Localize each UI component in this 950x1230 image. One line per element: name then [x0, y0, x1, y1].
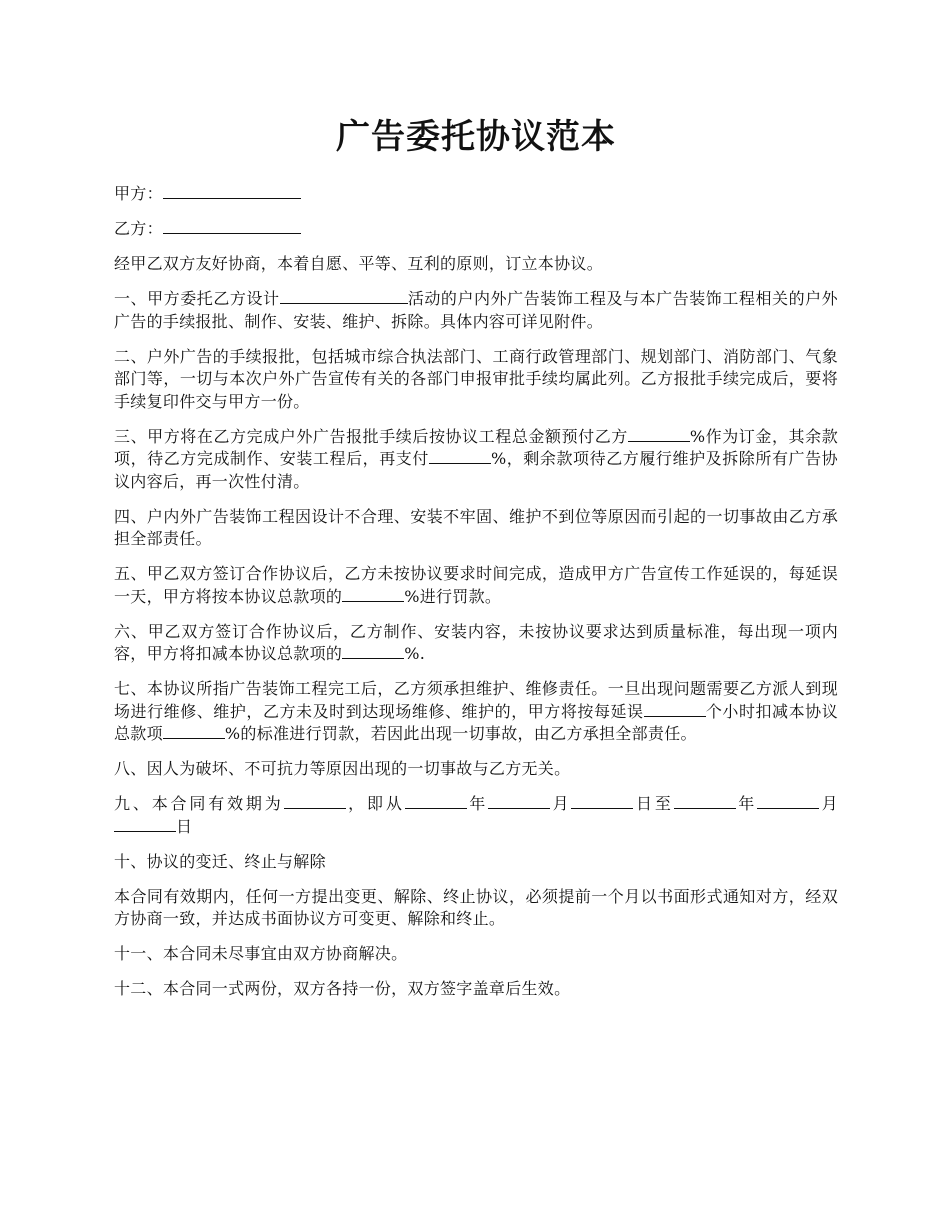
- clause-7-text-c: %的标准进行罚款，若因此出现一切事故，由乙方承担全部责任。: [224, 724, 697, 743]
- document-title: 广告委托协议范本: [336, 117, 616, 157]
- delay-hours-blank: [644, 701, 706, 717]
- start-year-blank: [405, 793, 467, 809]
- clause-3-text-b: %作为订金，其余款项，待乙方完成制作、安装工程后，再支付: [114, 426, 838, 468]
- end-year-blank: [674, 793, 736, 809]
- quality-deduction-percent-blank: [342, 643, 404, 659]
- end-day-blank: [114, 816, 176, 832]
- clause-9-month-2: 月: [819, 794, 838, 813]
- party-a-line: [114, 183, 838, 206]
- clause-10-heading: 十、协议的变迁、终止与解除: [114, 851, 326, 871]
- clause-7-text-b: 个小时扣减本协议总款项: [114, 701, 838, 743]
- clause-5: [114, 563, 838, 608]
- clause-1-text-b: 活动的户内外广告装饰工程及与本广告装饰工程相关的户外广告的手续报批、制作、安装、维护、拆除。具体内容可详见附件。: [114, 289, 838, 331]
- deposit-percent-blank: [628, 426, 690, 442]
- clause-4: 四、户内外广告装饰工程因设计不合理、安装不牢固、维护不到位等原因而引起的一切事故由乙方承担全部责任。: [114, 506, 838, 548]
- clause-7: [114, 678, 838, 746]
- activity-blank: [280, 288, 408, 304]
- party-b-line: [114, 218, 838, 241]
- second-payment-percent-blank: [429, 448, 491, 464]
- clause-5-text-b: %进行罚款。: [404, 586, 502, 606]
- delay-penalty-percent-blank: [342, 586, 404, 602]
- clause-9-from: ，即从: [345, 794, 405, 813]
- clause-9-year-1: 年: [466, 794, 489, 813]
- clause-9-month-1: 月: [550, 794, 572, 813]
- party-a-label: 甲方：: [114, 184, 163, 203]
- end-month-blank: [757, 793, 819, 809]
- clause-11: 十一、本合同未尽事宜由双方协商解决。: [114, 944, 408, 963]
- clause-9-year-2: 年: [735, 794, 758, 813]
- clause-3-text-a: 三、甲方将在乙方完成户外广告报批手续后按协议工程总金额预付乙方: [114, 426, 628, 446]
- clause-9: [114, 793, 838, 838]
- party-b-blank: [163, 218, 301, 234]
- start-day-blank: [571, 793, 633, 809]
- clause-10-body: 本合同有效期内，任何一方提出变更、解除、终止协议，必须提前一个月以书面形式通知对方，经双方协商一致，并达成书面协议方可变更、解除和终止。: [114, 886, 838, 928]
- validity-period-blank: [284, 793, 346, 809]
- party-b-label: 乙方：: [114, 219, 163, 238]
- clause-6: [114, 621, 838, 666]
- clause-3-text-c: %，剩余款项待乙方履行维护及拆除所有广告协议内容后，再一次性付清。: [114, 449, 838, 491]
- maintenance-penalty-percent-blank: [163, 723, 225, 739]
- clause-6-text-b: %.: [404, 644, 426, 663]
- clause-12: 十二、本合同一式两份，双方各持一份，双方签字盖章后生效。: [114, 979, 571, 998]
- intro-paragraph: 经甲乙双方友好协商，本着自愿、平等、互利的原则，订立本协议。: [114, 254, 604, 273]
- party-a-blank: [163, 183, 301, 199]
- clause-9-day-to: 日至: [633, 794, 674, 813]
- clause-3: [114, 426, 838, 494]
- start-month-blank: [488, 793, 550, 809]
- clause-9-day-2: 日: [176, 816, 193, 836]
- clause-1-text-a: 一、甲方委托乙方设计: [114, 289, 280, 308]
- clause-2: 二、户外广告的手续报批，包括城市综合执法部门、工商行政管理部门、规划部门、消防部门、气象部门等，一切与本次户外广告宣传有关的各部门申报审批手续均属此列。乙方报批手续完成后，要将手续复印件交与甲方一份。: [114, 346, 838, 411]
- clause-9-prefix: 九、本合同有效期为: [114, 794, 284, 813]
- clause-1: [114, 288, 838, 333]
- clause-7-text-a: 七、本协议所指广告装饰工程完工后，乙方须承担维护、维修责任。一旦出现问题需要乙方派人到现场进行维修、维护，乙方未及时到达现场维修、维护的，甲方将按每延误: [114, 679, 838, 721]
- clause-6-text-a: 六、甲乙双方签订合作协议后，乙方制作、安装内容，未按协议要求达到质量标准，每出现一项内容，甲方将扣减本协议总款项的: [114, 621, 838, 663]
- clause-8: 八、因人为破坏、不可抗力等原因出现的一切事故与乙方无关。: [114, 759, 571, 778]
- clause-5-text-a: 五、甲乙双方签订合作协议后，乙方未按协议要求时间完成，造成甲方广告宣传工作延误的，每延误一天，甲方将按本协议总款项的: [114, 564, 838, 606]
